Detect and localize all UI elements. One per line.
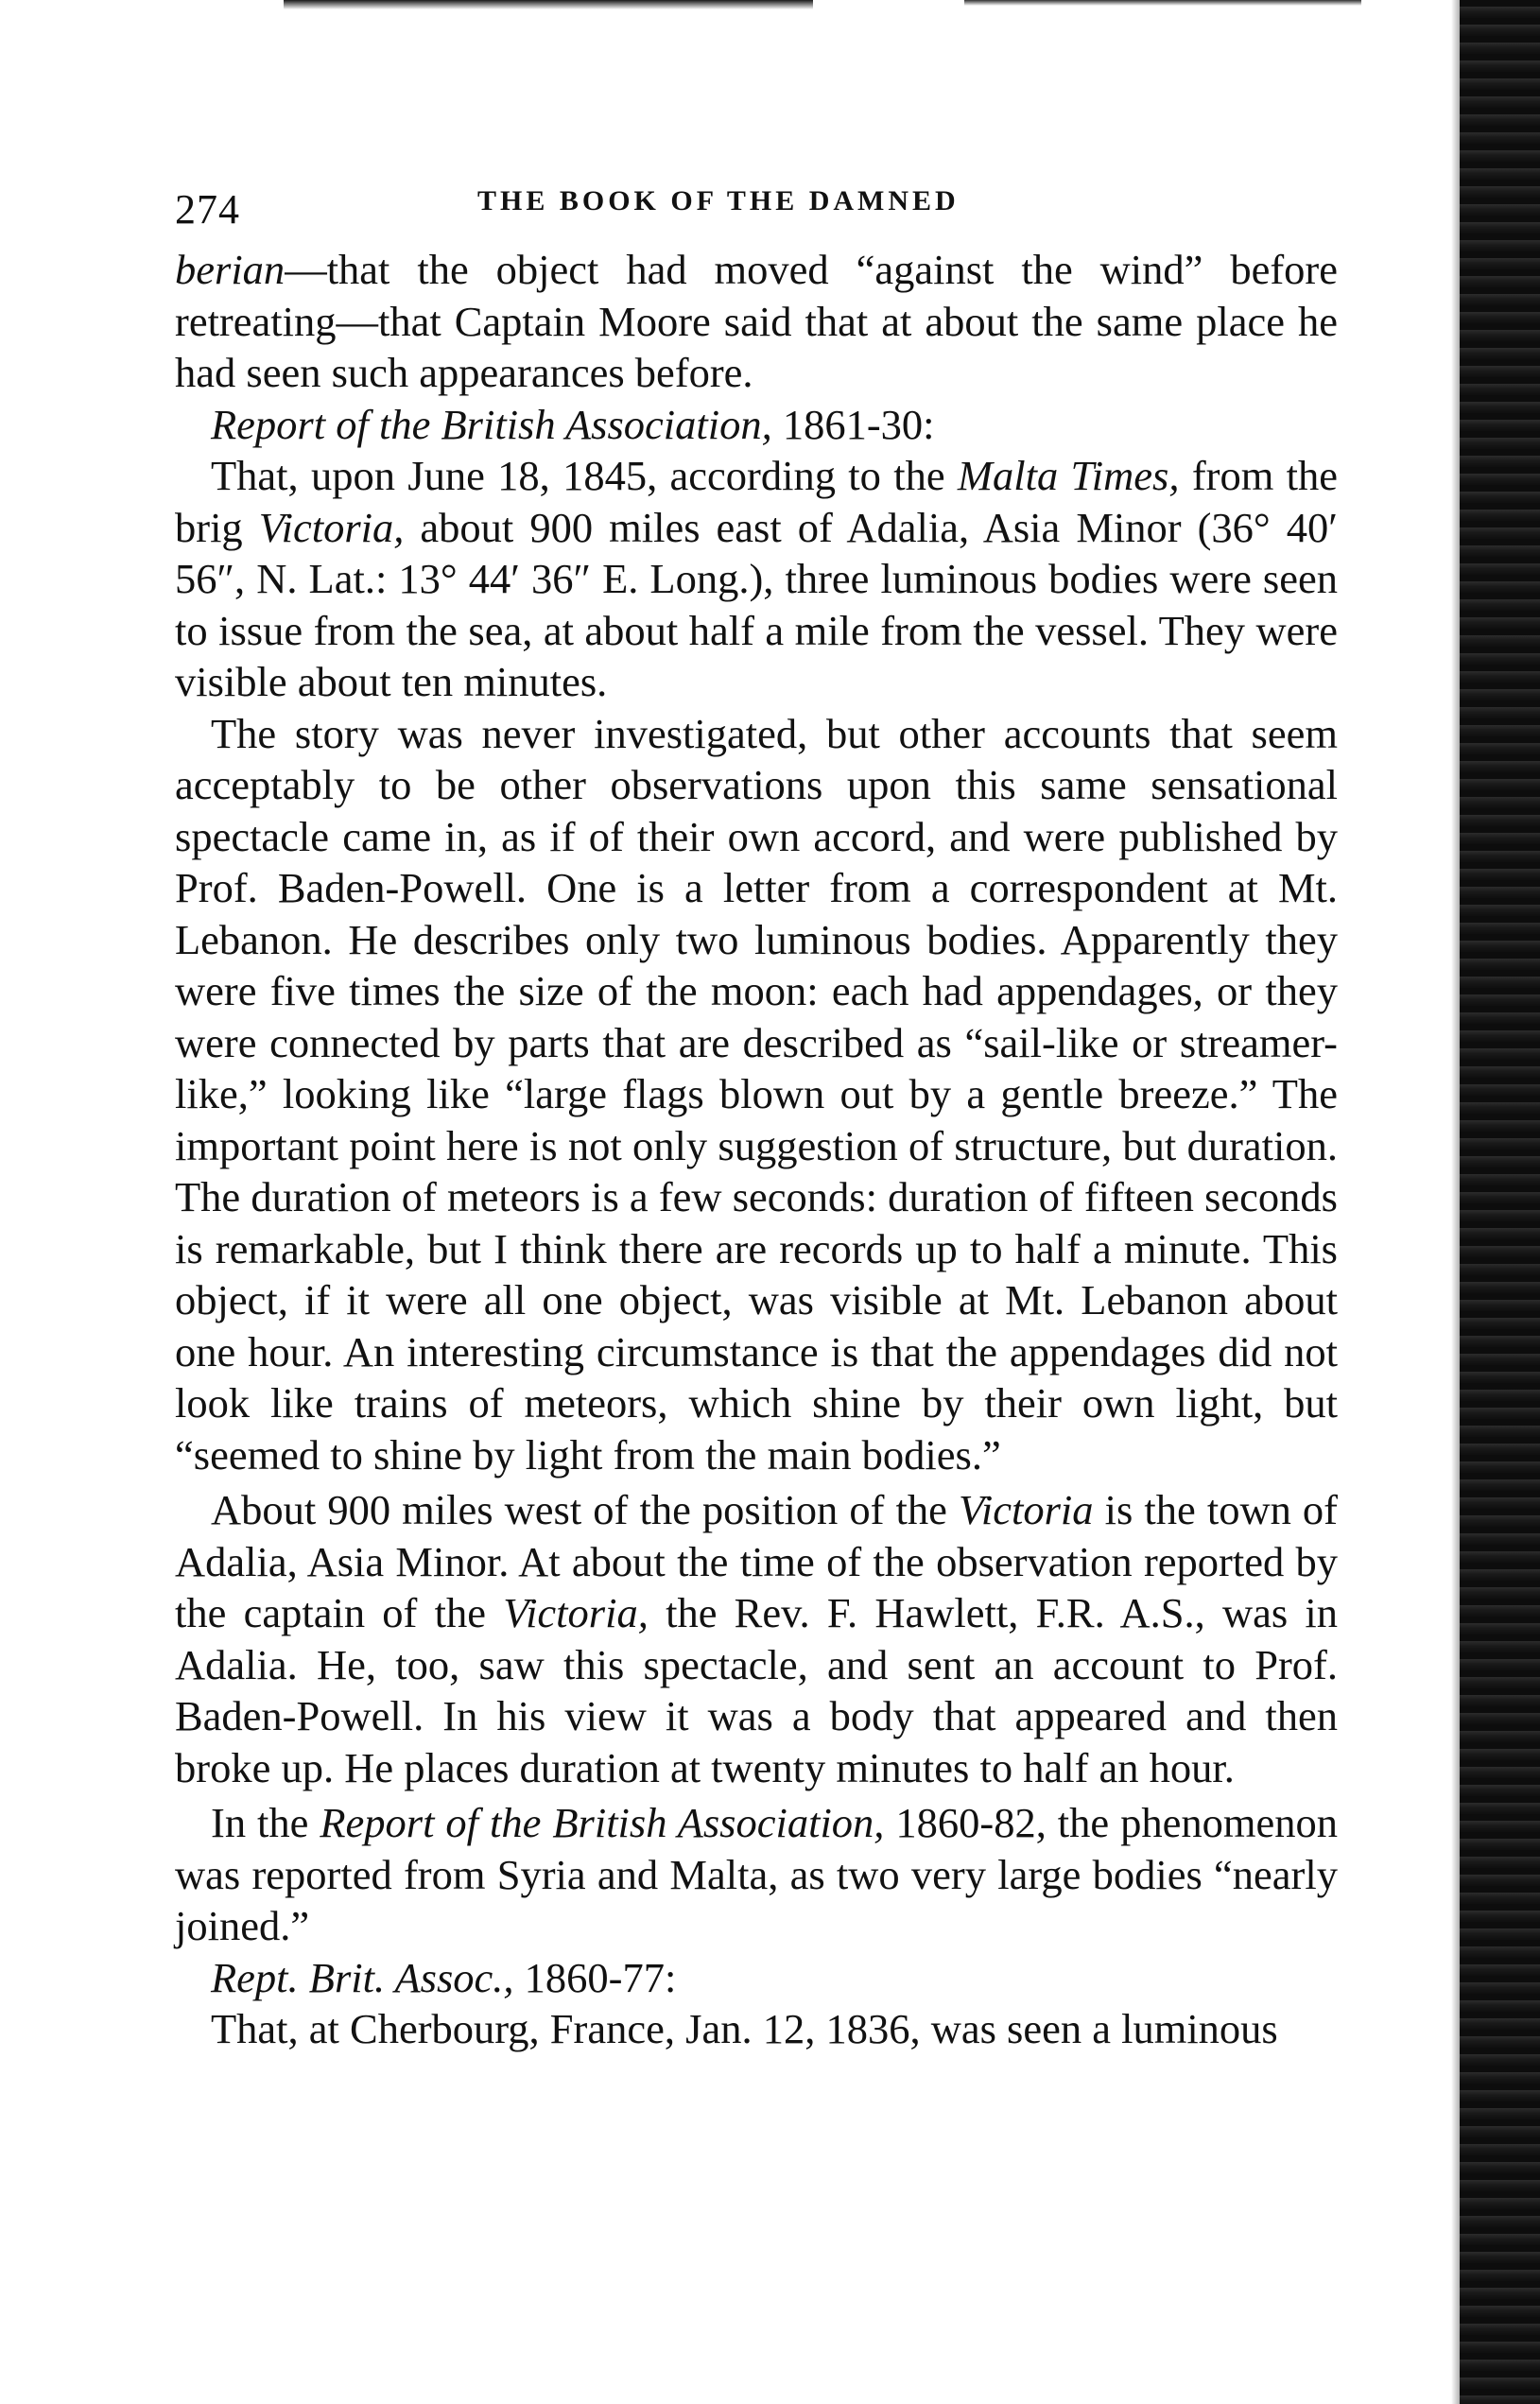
italic-text: Victoria, (258, 503, 405, 551)
body-text (175, 244, 1338, 2055)
paragraph (175, 708, 1338, 1481)
text-run: from the brig (175, 452, 1339, 551)
paragraph (175, 2003, 1338, 2055)
text-run: 1861-30: (771, 400, 935, 448)
paragraph (175, 1484, 1338, 1793)
text-run: —that the object had moved “against the wind” before retreating—that Captain Moore said that at about the same place he had seen such appearances before. (175, 246, 1338, 396)
text-run: About 900 miles west of the position of the (211, 1486, 959, 1533)
text-run: That, upon June 18, 1845, according to the (211, 452, 958, 499)
paragraph (175, 244, 1338, 399)
paragraph (175, 1797, 1338, 1952)
paragraph (175, 1952, 1338, 2004)
italic-text: Victoria, (503, 1589, 649, 1636)
italic-text: berian (175, 246, 286, 293)
book-title: THE BOOK OF THE DAMNED (477, 185, 960, 216)
italic-text: Report of the British Association, (320, 1799, 885, 1846)
text-run: That, at Cherbourg, France, Jan. 12, 1836, was seen a luminous (211, 2005, 1278, 2052)
paragraph (175, 399, 1338, 451)
text-run: In the (211, 1799, 320, 1846)
text-run: 1860-82, the phenomenon was reported from Syria and Malta, as two very large bodies “nearly joined.” (175, 1799, 1338, 1949)
italic-text: Victoria (959, 1486, 1094, 1533)
running-head (175, 178, 1338, 244)
text-run: The story was never investigated, but other accounts that seem acceptably to be other observations upon this same sensational spectacle came in, as if of their own accord, and were published by Prof. Baden-Powell. One is a letter from a correspondent at Mt. Lebanon. He describes only two luminous bodies. Apparently they were five times the size of the moon: each had appendages, or they were connected by parts that are described as “sail-like or streamer-like,” looking like “large flags blown out by a gentle breeze.” The important point here is not only suggestion of structure, but duration. The duration of meteors is a few seconds: duration of fifteen seconds is remarkable, but I think there are records up to half a minute. This object, if it were all one object, was visible at Mt. Lebanon about one hour. An interesting circumstance is that the appendages did not look like trains of meteors, which shine by their own light, but “seemed to shine by light from the main bodies.” (175, 709, 1338, 1479)
text-run: is the town of Adalia, Asia Minor. At about the time of the observation reported by the captain of the (175, 1486, 1338, 1636)
paragraph (175, 450, 1338, 708)
text-run: 1860-77: (513, 1953, 677, 2001)
scan-edge-top-secondary (964, 0, 1361, 6)
text-run: about 900 miles east of Adalia, Asia Minor (36° 40′ 56″, N. Lat.: 13° 44′ 36″ E. Long.), three luminous bodies were seen to issue from the sea, at about half a mile from the vessel. They were visible about ten minutes. (175, 503, 1338, 705)
italic-text: Report of the British Association, (211, 400, 772, 448)
page-number: 274 (175, 186, 240, 233)
italic-text: Malta Times, (957, 452, 1180, 499)
text-run: the Rev. F. Hawlett, F.R. A.S., was in Adalia. He, too, saw this spectacle, and sent an account to Prof. Baden-Powell. In his view it was a body that appeared and then broke up. He places duration at twenty minutes to half an hour. (175, 1589, 1338, 1791)
scan-edge-right (1460, 0, 1540, 2404)
italic-text: Rept. Brit. Assoc., (211, 1953, 514, 2001)
scan-edge-top (284, 0, 813, 9)
